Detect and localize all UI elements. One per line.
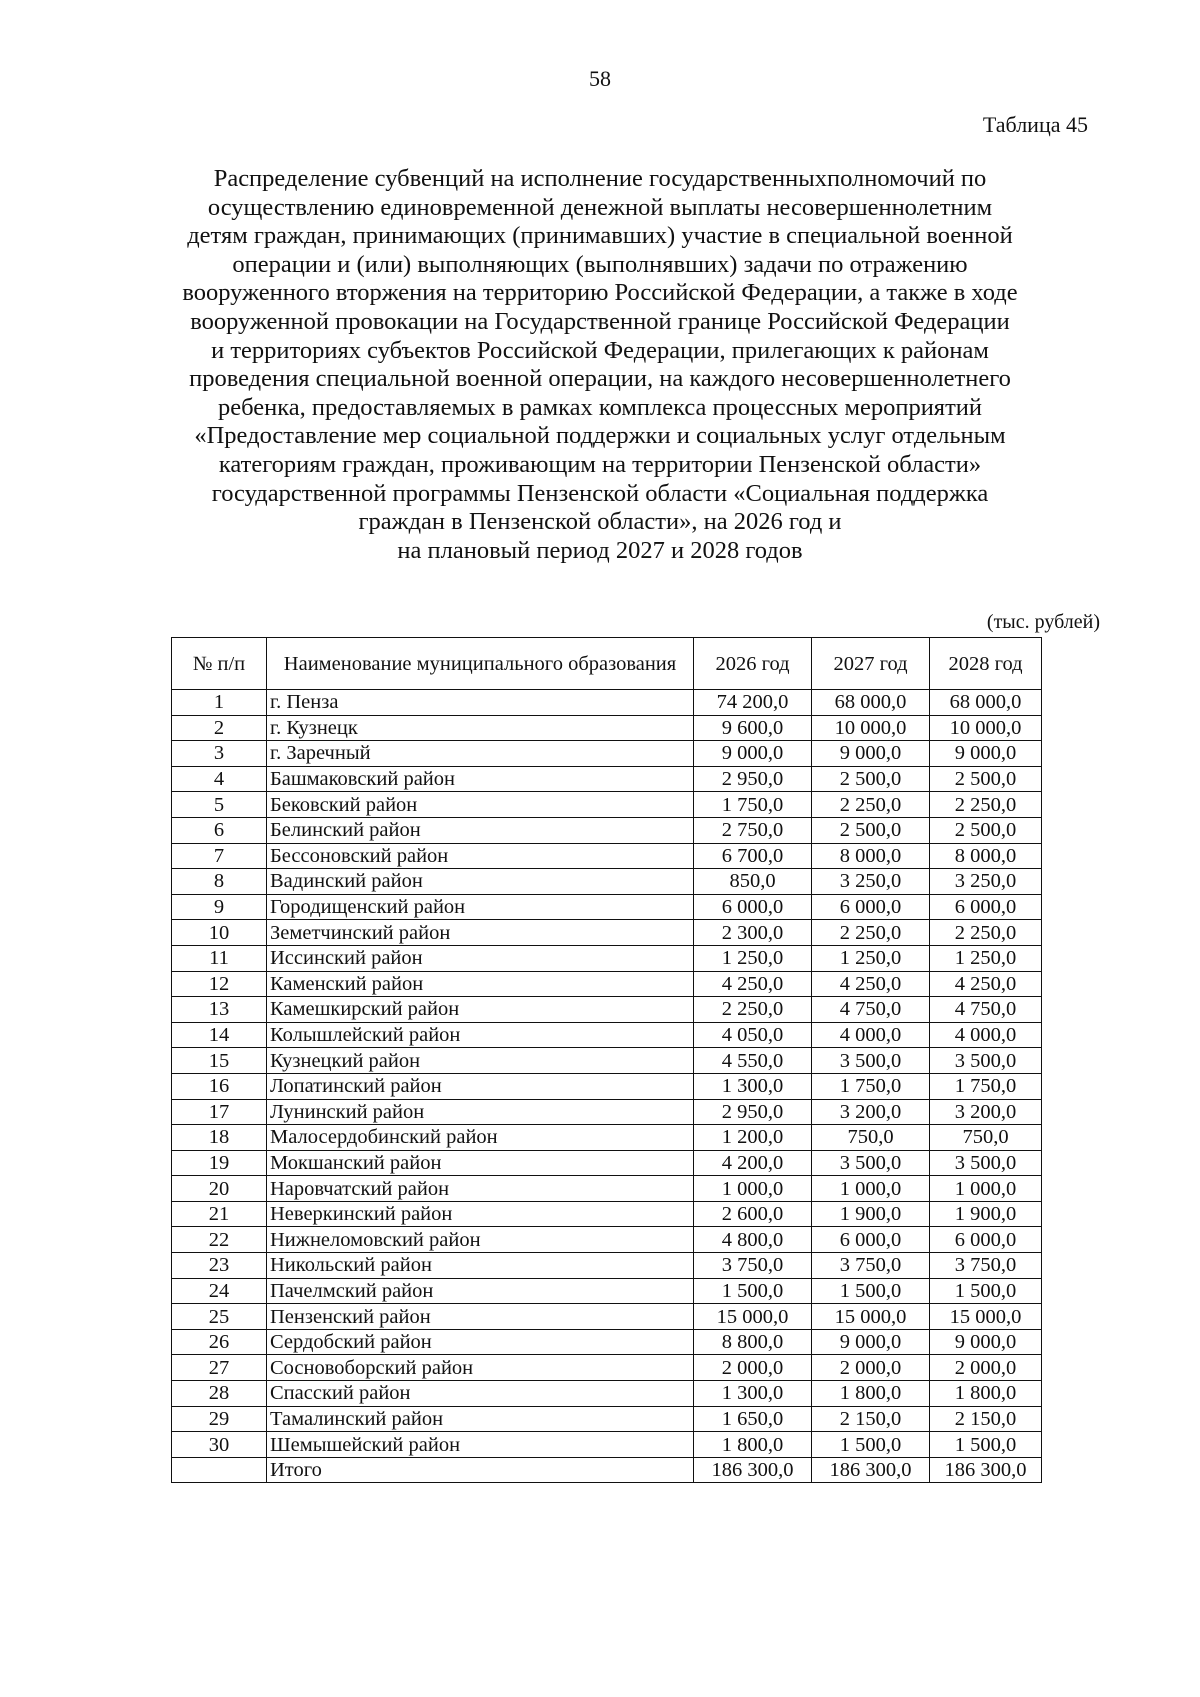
subvention-table	[171, 637, 1042, 1483]
cell-name: Никольский район	[267, 1253, 694, 1279]
total-label: Итого	[267, 1457, 694, 1483]
cell-num: 3	[172, 741, 267, 767]
cell-2028: 1 500,0	[930, 1432, 1042, 1458]
cell-2028: 2 500,0	[930, 766, 1042, 792]
cell-2026: 4 050,0	[694, 1022, 812, 1048]
cell-2028: 3 200,0	[930, 1099, 1042, 1125]
cell-name: Земетчинский район	[267, 920, 694, 946]
cell-num: 13	[172, 997, 267, 1023]
cell-num: 24	[172, 1278, 267, 1304]
cell-2026: 1 000,0	[694, 1176, 812, 1202]
cell-2027: 2 500,0	[812, 766, 930, 792]
cell-name: Каменский район	[267, 971, 694, 997]
table-row	[172, 1381, 1042, 1407]
cell-2028: 2 250,0	[930, 792, 1042, 818]
cell-name: Иссинский район	[267, 945, 694, 971]
table-row	[172, 843, 1042, 869]
total-2026: 186 300,0	[694, 1457, 812, 1483]
cell-2027: 750,0	[812, 1125, 930, 1151]
table-row	[172, 1201, 1042, 1227]
cell-2026: 3 750,0	[694, 1253, 812, 1279]
table-row	[172, 1432, 1042, 1458]
table-row	[172, 766, 1042, 792]
cell-name: Наровчатский район	[267, 1176, 694, 1202]
table-row	[172, 1227, 1042, 1253]
title-line: на плановый период 2027 и 2028 годов	[397, 536, 803, 564]
cell-2026: 4 200,0	[694, 1150, 812, 1176]
cell-name: Колышлейский район	[267, 1022, 694, 1048]
cell-2026: 2 950,0	[694, 1099, 812, 1125]
cell-num: 18	[172, 1125, 267, 1151]
cell-name: Малосердобинский район	[267, 1125, 694, 1151]
cell-name: Нижнеломовский район	[267, 1227, 694, 1253]
cell-name: Спасский район	[267, 1381, 694, 1407]
title-line: и территориях субъектов Российской Федерации, прилегающих к районам	[211, 336, 989, 364]
cell-name: Городищенский район	[267, 894, 694, 920]
cell-2028: 1 750,0	[930, 1073, 1042, 1099]
table-row	[172, 894, 1042, 920]
cell-name: Сосновоборский район	[267, 1355, 694, 1381]
cell-num: 7	[172, 843, 267, 869]
cell-2026: 1 500,0	[694, 1278, 812, 1304]
table-row	[172, 1073, 1042, 1099]
cell-2028: 1 000,0	[930, 1176, 1042, 1202]
cell-name: г. Кузнецк	[267, 715, 694, 741]
cell-name: г. Пенза	[267, 690, 694, 716]
cell-2028: 6 000,0	[930, 894, 1042, 920]
table-row	[172, 997, 1042, 1023]
cell-2027: 6 000,0	[812, 1227, 930, 1253]
table-row	[172, 920, 1042, 946]
cell-2027: 1 500,0	[812, 1432, 930, 1458]
cell-num: 4	[172, 766, 267, 792]
cell-2027: 4 750,0	[812, 997, 930, 1023]
cell-name: г. Заречный	[267, 741, 694, 767]
cell-2026: 6 700,0	[694, 843, 812, 869]
cell-2027: 6 000,0	[812, 894, 930, 920]
cell-2027: 3 200,0	[812, 1099, 930, 1125]
cell-2027: 4 250,0	[812, 971, 930, 997]
cell-num: 20	[172, 1176, 267, 1202]
cell-name: Тамалинский район	[267, 1406, 694, 1432]
cell-2028: 1 250,0	[930, 945, 1042, 971]
table-body	[172, 690, 1042, 1458]
table-row	[172, 1150, 1042, 1176]
cell-2027: 68 000,0	[812, 690, 930, 716]
header-name: Наименование муниципального образования	[267, 638, 694, 690]
cell-2028: 1 500,0	[930, 1278, 1042, 1304]
cell-2027: 2 250,0	[812, 792, 930, 818]
title-line: государственной программы Пензенской области «Социальная поддержка	[211, 479, 989, 507]
cell-2027: 2 000,0	[812, 1355, 930, 1381]
table-row	[172, 1278, 1042, 1304]
cell-2028: 9 000,0	[930, 741, 1042, 767]
table-row	[172, 715, 1042, 741]
table-row	[172, 1048, 1042, 1074]
page-number: 58	[589, 66, 611, 91]
cell-2026: 2 750,0	[694, 817, 812, 843]
title-line: категориям граждан, проживающим на территории Пензенской области»	[218, 450, 982, 478]
title-line: детям граждан, принимающих (принимавших) участие в специальной военной	[187, 222, 1013, 250]
total-num	[172, 1457, 267, 1483]
cell-num: 19	[172, 1150, 267, 1176]
table-row	[172, 690, 1042, 716]
table-row	[172, 1099, 1042, 1125]
cell-2026: 1 250,0	[694, 945, 812, 971]
title-line: «Предоставление мер социальной поддержки и социальных услуг отдельным	[194, 422, 1006, 450]
cell-2026: 9 000,0	[694, 741, 812, 767]
cell-2027: 9 000,0	[812, 741, 930, 767]
table-row	[172, 741, 1042, 767]
cell-num: 21	[172, 1201, 267, 1227]
cell-2026: 1 650,0	[694, 1406, 812, 1432]
cell-2027: 15 000,0	[812, 1304, 930, 1330]
table-header-row	[172, 638, 1042, 690]
header-2027: 2027 год	[812, 638, 930, 690]
cell-num: 29	[172, 1406, 267, 1432]
cell-2028: 3 250,0	[930, 869, 1042, 895]
cell-num: 5	[172, 792, 267, 818]
table-row	[172, 945, 1042, 971]
cell-num: 27	[172, 1355, 267, 1381]
cell-2027: 9 000,0	[812, 1329, 930, 1355]
cell-num: 30	[172, 1432, 267, 1458]
cell-2027: 10 000,0	[812, 715, 930, 741]
table-row	[172, 1022, 1042, 1048]
cell-name: Кузнецкий район	[267, 1048, 694, 1074]
cell-2026: 6 000,0	[694, 894, 812, 920]
cell-name: Башмаковский район	[267, 766, 694, 792]
cell-2026: 1 200,0	[694, 1125, 812, 1151]
cell-2027: 3 500,0	[812, 1048, 930, 1074]
title-line: вооруженной провокации на Государственной границе Российской Федерации	[190, 307, 1010, 335]
cell-2028: 6 000,0	[930, 1227, 1042, 1253]
cell-2026: 1 800,0	[694, 1432, 812, 1458]
cell-2026: 2 600,0	[694, 1201, 812, 1227]
cell-num: 1	[172, 690, 267, 716]
table-row	[172, 792, 1042, 818]
cell-2027: 1 250,0	[812, 945, 930, 971]
cell-2028: 1 800,0	[930, 1381, 1042, 1407]
cell-num: 9	[172, 894, 267, 920]
cell-2028: 2 500,0	[930, 817, 1042, 843]
cell-2028: 2 150,0	[930, 1406, 1042, 1432]
cell-name: Лопатинский район	[267, 1073, 694, 1099]
cell-num: 25	[172, 1304, 267, 1330]
cell-2028: 15 000,0	[930, 1304, 1042, 1330]
cell-2028: 8 000,0	[930, 843, 1042, 869]
table-row	[172, 869, 1042, 895]
cell-2028: 10 000,0	[930, 715, 1042, 741]
header-2028: 2028 год	[930, 638, 1042, 690]
cell-2027: 4 000,0	[812, 1022, 930, 1048]
document-title	[100, 165, 1100, 565]
title-line: проведения специальной военной операции, на каждого несовершеннолетнего	[189, 365, 1011, 393]
cell-2028: 2 000,0	[930, 1355, 1042, 1381]
cell-num: 2	[172, 715, 267, 741]
cell-2027: 3 500,0	[812, 1150, 930, 1176]
table-row	[172, 1253, 1042, 1279]
cell-2026: 2 950,0	[694, 766, 812, 792]
cell-num: 10	[172, 920, 267, 946]
cell-2027: 1 800,0	[812, 1381, 930, 1407]
cell-2026: 1 300,0	[694, 1381, 812, 1407]
cell-name: Бековский район	[267, 792, 694, 818]
cell-name: Белинский район	[267, 817, 694, 843]
cell-2028: 4 750,0	[930, 997, 1042, 1023]
cell-num: 16	[172, 1073, 267, 1099]
cell-2027: 2 250,0	[812, 920, 930, 946]
cell-name: Шемышейский район	[267, 1432, 694, 1458]
cell-name: Вадинский район	[267, 869, 694, 895]
cell-2026: 2 000,0	[694, 1355, 812, 1381]
table-total-row	[172, 1457, 1042, 1483]
cell-2027: 1 750,0	[812, 1073, 930, 1099]
cell-name: Бессоновский район	[267, 843, 694, 869]
title-line: операции и (или) выполняющих (выполнявших) задачи по отражению	[232, 250, 968, 278]
cell-num: 22	[172, 1227, 267, 1253]
cell-2027: 3 750,0	[812, 1253, 930, 1279]
cell-2026: 74 200,0	[694, 690, 812, 716]
cell-name: Сердобский район	[267, 1329, 694, 1355]
title-line: Распределение субвенций на исполнение государственныхполномочий по	[213, 165, 987, 192]
cell-2027: 1 500,0	[812, 1278, 930, 1304]
cell-2026: 9 600,0	[694, 715, 812, 741]
cell-num: 17	[172, 1099, 267, 1125]
cell-2026: 1 750,0	[694, 792, 812, 818]
table-row	[172, 971, 1042, 997]
cell-num: 14	[172, 1022, 267, 1048]
cell-num: 26	[172, 1329, 267, 1355]
table-row	[172, 1125, 1042, 1151]
cell-num: 8	[172, 869, 267, 895]
cell-num: 15	[172, 1048, 267, 1074]
table-row	[172, 1176, 1042, 1202]
title-line: вооруженного вторжения на территорию Российской Федерации, а также в ходе	[182, 279, 1018, 307]
cell-2027: 8 000,0	[812, 843, 930, 869]
cell-2028: 3 500,0	[930, 1150, 1042, 1176]
cell-2027: 2 500,0	[812, 817, 930, 843]
cell-2027: 1 000,0	[812, 1176, 930, 1202]
table-row	[172, 1329, 1042, 1355]
cell-2026: 4 800,0	[694, 1227, 812, 1253]
title-line: осуществлению единовременной денежной выплаты несовершеннолетним	[207, 193, 993, 221]
cell-2027: 2 150,0	[812, 1406, 930, 1432]
cell-2028: 1 900,0	[930, 1201, 1042, 1227]
header-2026: 2026 год	[694, 638, 812, 690]
cell-2028: 4 250,0	[930, 971, 1042, 997]
cell-2026: 1 300,0	[694, 1073, 812, 1099]
cell-2028: 2 250,0	[930, 920, 1042, 946]
cell-2028: 750,0	[930, 1125, 1042, 1151]
cell-num: 11	[172, 945, 267, 971]
table-row	[172, 1406, 1042, 1432]
table-row	[172, 817, 1042, 843]
cell-2026: 2 250,0	[694, 997, 812, 1023]
table-label: Таблица 45	[982, 112, 1088, 137]
cell-name: Мокшанский район	[267, 1150, 694, 1176]
cell-2026: 15 000,0	[694, 1304, 812, 1330]
header-num: № п/п	[172, 638, 267, 690]
total-2027: 186 300,0	[812, 1457, 930, 1483]
cell-num: 12	[172, 971, 267, 997]
cell-2026: 4 550,0	[694, 1048, 812, 1074]
cell-num: 6	[172, 817, 267, 843]
title-line: граждан в Пензенской области», на 2026 год и	[358, 508, 842, 536]
cell-2026: 2 300,0	[694, 920, 812, 946]
cell-2028: 4 000,0	[930, 1022, 1042, 1048]
cell-2028: 68 000,0	[930, 690, 1042, 716]
cell-2028: 3 750,0	[930, 1253, 1042, 1279]
cell-name: Пачелмский район	[267, 1278, 694, 1304]
cell-num: 28	[172, 1381, 267, 1407]
cell-2026: 4 250,0	[694, 971, 812, 997]
cell-2028: 9 000,0	[930, 1329, 1042, 1355]
cell-name: Неверкинский район	[267, 1201, 694, 1227]
cell-name: Пензенский район	[267, 1304, 694, 1330]
cell-2028: 3 500,0	[930, 1048, 1042, 1074]
units-label: (тыс. рублей)	[986, 611, 1100, 633]
total-2028: 186 300,0	[930, 1457, 1042, 1483]
table-row	[172, 1355, 1042, 1381]
cell-num: 23	[172, 1253, 267, 1279]
cell-name: Лунинский район	[267, 1099, 694, 1125]
title-line: ребенка, предоставляемых в рамках комплекса процессных мероприятий	[217, 393, 983, 421]
cell-2026: 8 800,0	[694, 1329, 812, 1355]
table-row	[172, 1304, 1042, 1330]
cell-2027: 1 900,0	[812, 1201, 930, 1227]
cell-2027: 3 250,0	[812, 869, 930, 895]
cell-name: Камешкирский район	[267, 997, 694, 1023]
cell-2026: 850,0	[694, 869, 812, 895]
